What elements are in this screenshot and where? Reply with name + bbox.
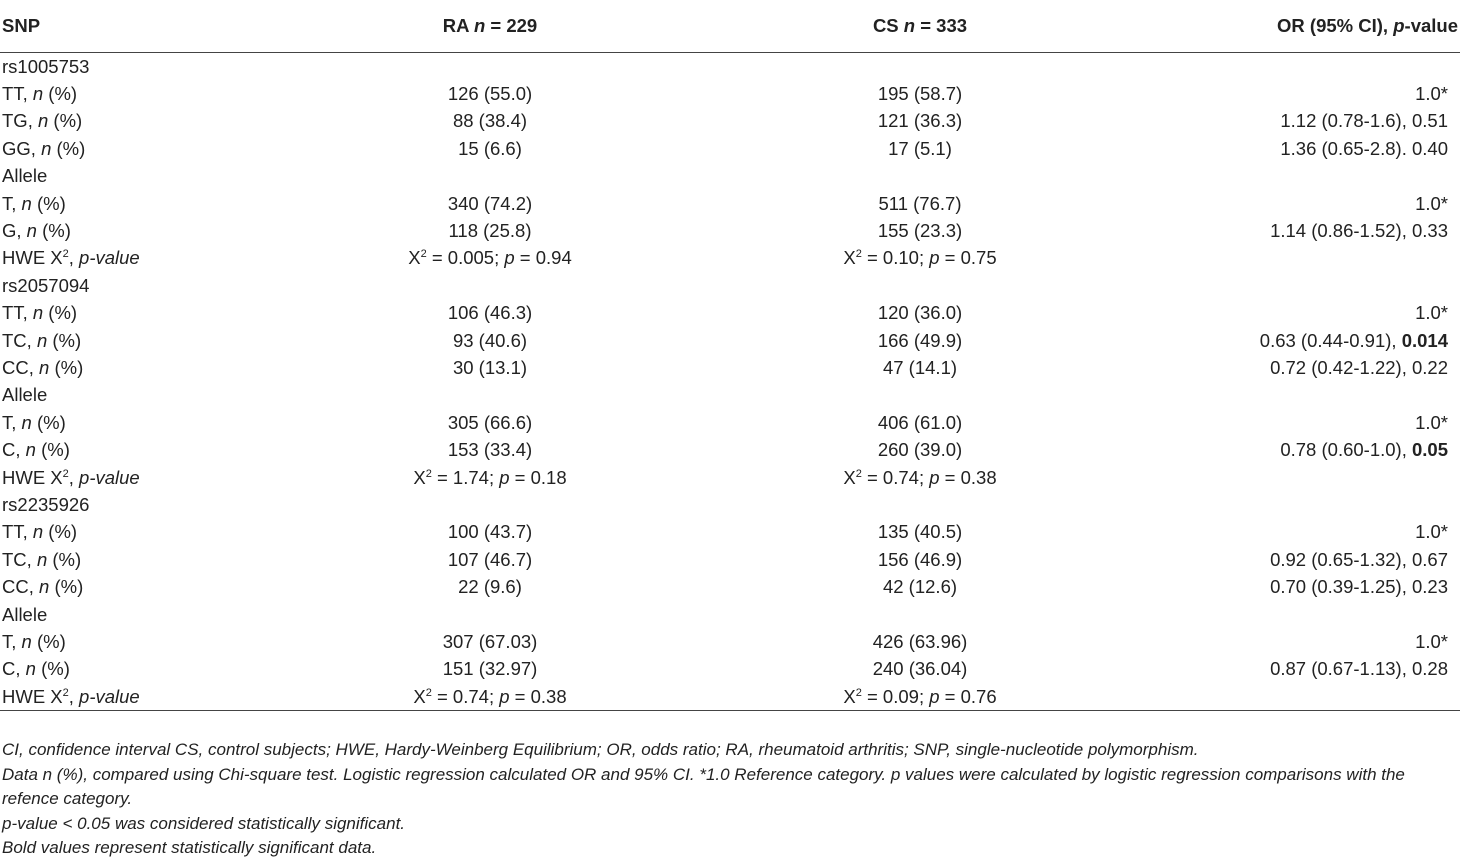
cs-value: 120 (36.0)	[877, 302, 963, 324]
header-snp: SNP	[0, 0, 300, 53]
or-value: 1.12 (0.78-1.6), 0.51	[1280, 110, 1448, 132]
row-label: TC, n (%)	[2, 548, 82, 570]
row-label: TG, n (%)	[2, 110, 83, 132]
footnote-methods: Data n (%), compared using Chi-square test. Logistic regression calculated OR and 95% CI. *1.0 Reference category. p values were calculated by logistic regression comparisons with the refence category.	[2, 764, 1405, 808]
or-value	[1160, 464, 1460, 491]
ra-value: 100 (43.7)	[447, 521, 533, 543]
cs-value: $X^2 = 0.09$; p = 0.76	[680, 683, 1160, 711]
or-value	[1160, 53, 1460, 81]
cs-value	[680, 163, 1160, 190]
table-row	[0, 80, 1460, 107]
row-label: GG, n (%)	[2, 137, 86, 159]
table-row	[0, 217, 1460, 244]
table-row	[0, 491, 1460, 518]
or-value: 0.72 (0.42-1.22), 0.22	[1270, 356, 1448, 378]
table-row	[0, 683, 1460, 711]
ra-value: 22 (9.6)	[458, 576, 522, 598]
cs-value	[680, 601, 1160, 628]
table-footnotes	[2, 738, 1458, 861]
or-value: 0.87 (0.67-1.13), 0.28	[1270, 658, 1448, 680]
row-label: Allele	[2, 384, 48, 406]
row-label: TC, n (%)	[2, 329, 82, 351]
row-label: rs1005753	[2, 55, 90, 77]
row-label: rs2235926	[2, 493, 90, 515]
ra-value	[300, 53, 680, 81]
ra-value	[300, 163, 680, 190]
or-value: 0.70 (0.39-1.25), 0.23	[1270, 576, 1448, 598]
ra-value: 151 (32.97)	[442, 658, 538, 680]
row-label: T, n (%)	[2, 411, 66, 433]
or-value: 0.63 (0.44-0.91), 0.014	[1259, 329, 1448, 351]
or-value: 0.78 (0.60-1.0), 0.05	[1280, 439, 1448, 461]
or-value	[1160, 272, 1460, 299]
table-row	[0, 436, 1460, 463]
or-value: 0.92 (0.65-1.32), 0.67	[1270, 548, 1448, 570]
cs-value: 240 (36.04)	[872, 658, 968, 680]
row-label: HWE $X^2$, p-value	[2, 466, 140, 488]
cs-value: $X^2 = 0.74$; p = 0.38	[843, 466, 997, 488]
table-row	[0, 409, 1460, 436]
footnote-bold: Bold values represent statistically significant data.	[2, 838, 377, 857]
table-row	[0, 163, 1460, 190]
or-value	[1160, 163, 1460, 190]
row-label: Allele	[2, 165, 48, 187]
or-value: 1.0*	[1415, 521, 1448, 543]
or-value: 1.36 (0.65-2.8). 0.40	[1280, 137, 1448, 159]
ra-value: 93 (40.6)	[452, 329, 528, 351]
row-label: rs2057094	[2, 274, 90, 296]
ra-value: 30 (13.1)	[452, 356, 528, 378]
ra-value: 118 (25.8)	[448, 220, 532, 242]
cs-value: 135 (40.5)	[877, 521, 963, 543]
row-label: T, n (%)	[2, 630, 66, 652]
cs-value: 195 (58.7)	[877, 83, 963, 105]
cs-value: 426 (63.96)	[872, 630, 968, 652]
table-row	[0, 519, 1460, 546]
ra-value	[300, 601, 680, 628]
cs-value	[680, 491, 1160, 518]
cs-value: 166 (49.9)	[877, 329, 963, 351]
table-body	[0, 53, 1460, 711]
or-value	[1160, 245, 1460, 272]
ra-value: 305 (66.6)	[447, 411, 533, 433]
table-row	[0, 300, 1460, 327]
table-row	[0, 464, 1460, 491]
or-value	[1160, 491, 1460, 518]
table-row	[0, 53, 1460, 81]
ra-value: 307 (67.03)	[442, 630, 538, 652]
table-row	[0, 190, 1460, 217]
ra-value: 126 (55.0)	[447, 83, 533, 105]
table-row	[0, 573, 1460, 600]
table-row	[0, 272, 1460, 299]
ra-value	[300, 272, 680, 299]
table-row	[0, 327, 1460, 354]
ra-value: $X^2 = 0.005$; p = 0.94	[408, 247, 572, 269]
row-label: CC, n (%)	[2, 356, 84, 378]
cs-value: 17 (5.1)	[888, 137, 952, 159]
or-value	[1160, 382, 1460, 409]
cs-value: 155 (23.3)	[877, 220, 963, 242]
header-or: OR (95% CI), p-value	[1160, 0, 1460, 53]
ra-value: 340 (74.2)	[447, 192, 533, 214]
row-label: T, n (%)	[2, 192, 66, 214]
or-value: 1.14 (0.86-1.52), 0.33	[1270, 220, 1448, 242]
or-value	[1160, 601, 1460, 628]
row-label: HWE $X^2$, p-value	[0, 683, 300, 711]
row-label: Allele	[2, 603, 48, 625]
cs-value	[680, 272, 1160, 299]
cs-value: 406 (61.0)	[877, 411, 963, 433]
footnote-significance: p-value < 0.05 was considered statistically significant.	[2, 813, 406, 833]
footnote-abbreviations: CI, confidence interval CS, control subjects; HWE, Hardy-Weinberg Equilibrium; OR, odds ratio; RA, rheumatoid arthritis; SNP, single-nucleotide polymorphism.	[2, 740, 1199, 759]
row-label: TT, n (%)	[2, 83, 78, 105]
table-row	[0, 656, 1460, 683]
row-label: C, n (%)	[2, 439, 70, 461]
row-label: HWE $X^2$, p-value	[2, 247, 140, 269]
header-cs: CS n = 333	[680, 0, 1160, 53]
ra-value: 153 (33.4)	[447, 439, 533, 461]
table-row	[0, 628, 1460, 655]
cs-value: 156 (46.9)	[877, 548, 963, 570]
ra-value: 15 (6.6)	[458, 137, 522, 159]
cs-value	[680, 53, 1160, 81]
table-row	[0, 601, 1460, 628]
row-label: TT, n (%)	[2, 521, 78, 543]
or-value: 1.0*	[1415, 411, 1448, 433]
table-header	[0, 0, 1460, 53]
cs-value: 121 (36.3)	[877, 110, 963, 132]
table-row	[0, 382, 1460, 409]
ra-value	[300, 382, 680, 409]
row-label: CC, n (%)	[2, 576, 84, 598]
table-row	[0, 546, 1460, 573]
ra-value	[300, 491, 680, 518]
cs-value: 511 (76.7)	[878, 192, 962, 214]
ra-value: 106 (46.3)	[447, 302, 533, 324]
or-value: 1.0*	[1415, 630, 1448, 652]
table-row	[0, 245, 1460, 272]
cs-value: 47 (14.1)	[882, 356, 958, 378]
table-row	[0, 135, 1460, 162]
header-ra: RA n = 229	[300, 0, 680, 53]
table-row	[0, 354, 1460, 381]
row-label: G, n (%)	[2, 220, 71, 242]
cs-value	[680, 382, 1160, 409]
table-row	[0, 108, 1460, 135]
row-label: TT, n (%)	[2, 302, 78, 324]
row-label: C, n (%)	[2, 658, 70, 680]
or-value: 1.0*	[1415, 302, 1448, 324]
ra-value: $X^2 = 1.74$; p = 0.18	[413, 466, 567, 488]
cs-value: 42 (12.6)	[882, 576, 958, 598]
cs-value: $X^2 = 0.10$; p = 0.75	[843, 247, 997, 269]
ra-value: 88 (38.4)	[452, 110, 528, 132]
or-value	[1160, 683, 1460, 711]
or-value: 1.0*	[1415, 192, 1448, 214]
ra-value: $X^2 = 0.74$; p = 0.38	[300, 683, 680, 711]
cs-value: 260 (39.0)	[877, 439, 963, 461]
ra-value: 107 (46.7)	[447, 548, 533, 570]
or-value: 1.0*	[1415, 83, 1448, 105]
